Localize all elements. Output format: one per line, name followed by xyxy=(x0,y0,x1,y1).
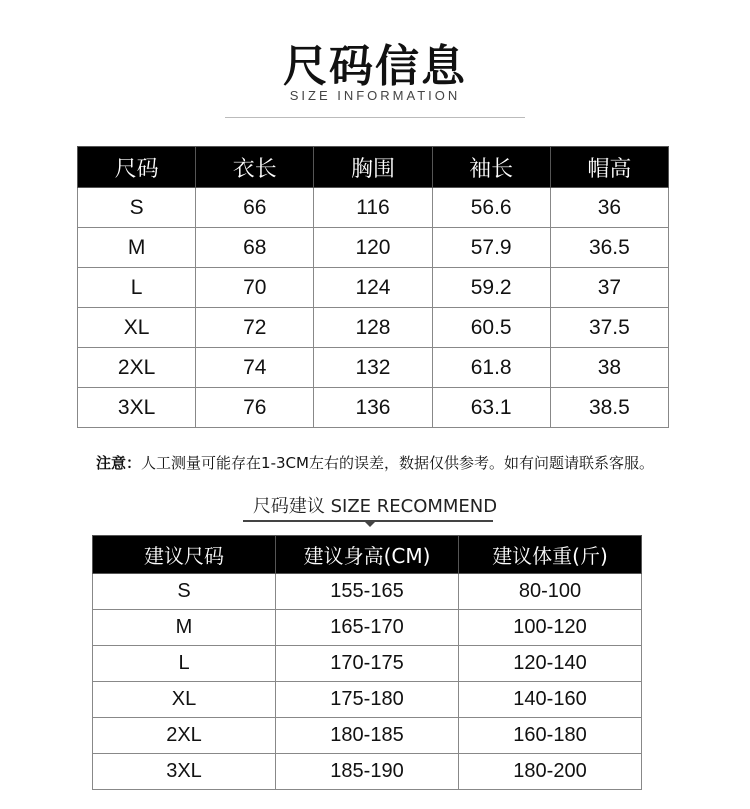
page-title: 尺码信息 xyxy=(283,41,467,92)
title-divider xyxy=(225,117,525,118)
table-cell: 37.5 xyxy=(550,308,668,348)
header-cell: 帽高 xyxy=(550,147,668,188)
table-cell: 136 xyxy=(314,388,432,428)
table-cell: M xyxy=(78,228,196,268)
table-cell: 120-140 xyxy=(459,646,642,682)
table-cell: S xyxy=(78,188,196,228)
page-subtitle: SIZE INFORMATION xyxy=(289,88,461,103)
table-row xyxy=(78,348,669,388)
table-cell: 36.5 xyxy=(550,228,668,268)
table-row xyxy=(93,682,642,718)
table-cell: 2XL xyxy=(93,718,276,754)
table-cell: 180-200 xyxy=(459,754,642,790)
table-cell: 116 xyxy=(314,188,432,228)
table-cell: 100-120 xyxy=(459,610,642,646)
table-cell: L xyxy=(93,646,276,682)
table-cell: 38.5 xyxy=(550,388,668,428)
table-row xyxy=(93,754,642,790)
table-cell: 160-180 xyxy=(459,718,642,754)
table-row xyxy=(93,646,642,682)
table-cell: 175-180 xyxy=(276,682,459,718)
header-cell: 衣长 xyxy=(196,147,314,188)
table-row xyxy=(93,610,642,646)
table-cell: 38 xyxy=(550,348,668,388)
table-cell: 180-185 xyxy=(276,718,459,754)
table-cell: 3XL xyxy=(93,754,276,790)
note-text: 人工测量可能存在1-3CM左右的误差，数据仅供参考。如有问题请联系客服。 xyxy=(141,454,654,472)
table-cell: 60.5 xyxy=(432,308,550,348)
table-cell: 124 xyxy=(314,268,432,308)
table-cell: 185-190 xyxy=(276,754,459,790)
table-cell: 63.1 xyxy=(432,388,550,428)
table-cell: 170-175 xyxy=(276,646,459,682)
note-label: 注意： xyxy=(96,454,142,472)
table-cell: 57.9 xyxy=(432,228,550,268)
table-cell: XL xyxy=(93,682,276,718)
table-row xyxy=(93,574,642,610)
table-cell: S xyxy=(93,574,276,610)
header-cell: 建议体重(斤) xyxy=(459,536,642,574)
table-cell: 61.8 xyxy=(432,348,550,388)
table-row xyxy=(78,268,669,308)
header-cell: 建议尺码 xyxy=(93,536,276,574)
table-cell: 76 xyxy=(196,388,314,428)
table-cell: M xyxy=(93,610,276,646)
table-row xyxy=(78,308,669,348)
table-cell: 3XL xyxy=(78,388,196,428)
table-cell: 165-170 xyxy=(276,610,459,646)
table-cell: 80-100 xyxy=(459,574,642,610)
size-table-header-row xyxy=(78,147,669,188)
table-cell: 36 xyxy=(550,188,668,228)
header-cell: 建议身高(CM) xyxy=(276,536,459,574)
size-table xyxy=(77,146,669,428)
table-cell: 66 xyxy=(196,188,314,228)
table-row xyxy=(78,228,669,268)
table-cell: 2XL xyxy=(78,348,196,388)
table-cell: 59.2 xyxy=(432,268,550,308)
header-cell: 尺码 xyxy=(78,147,196,188)
recommend-divider-notch xyxy=(363,520,377,527)
header-cell: 袖长 xyxy=(432,147,550,188)
table-cell: XL xyxy=(78,308,196,348)
table-cell: 128 xyxy=(314,308,432,348)
recommend-table xyxy=(92,535,642,790)
table-cell: 68 xyxy=(196,228,314,268)
recommend-table-header-row xyxy=(93,536,642,574)
table-cell: 37 xyxy=(550,268,668,308)
table-cell: 74 xyxy=(196,348,314,388)
table-cell: 140-160 xyxy=(459,682,642,718)
table-cell: 72 xyxy=(196,308,314,348)
table-cell: 155-165 xyxy=(276,574,459,610)
table-cell: 70 xyxy=(196,268,314,308)
table-row xyxy=(78,388,669,428)
table-row xyxy=(78,188,669,228)
table-row xyxy=(93,718,642,754)
table-cell: L xyxy=(78,268,196,308)
table-cell: 56.6 xyxy=(432,188,550,228)
table-cell: 132 xyxy=(314,348,432,388)
table-cell: 120 xyxy=(314,228,432,268)
recommend-title: 尺码建议 SIZE RECOMMEND xyxy=(252,496,498,517)
header-cell: 胸围 xyxy=(314,147,432,188)
measurement-note xyxy=(0,452,750,473)
